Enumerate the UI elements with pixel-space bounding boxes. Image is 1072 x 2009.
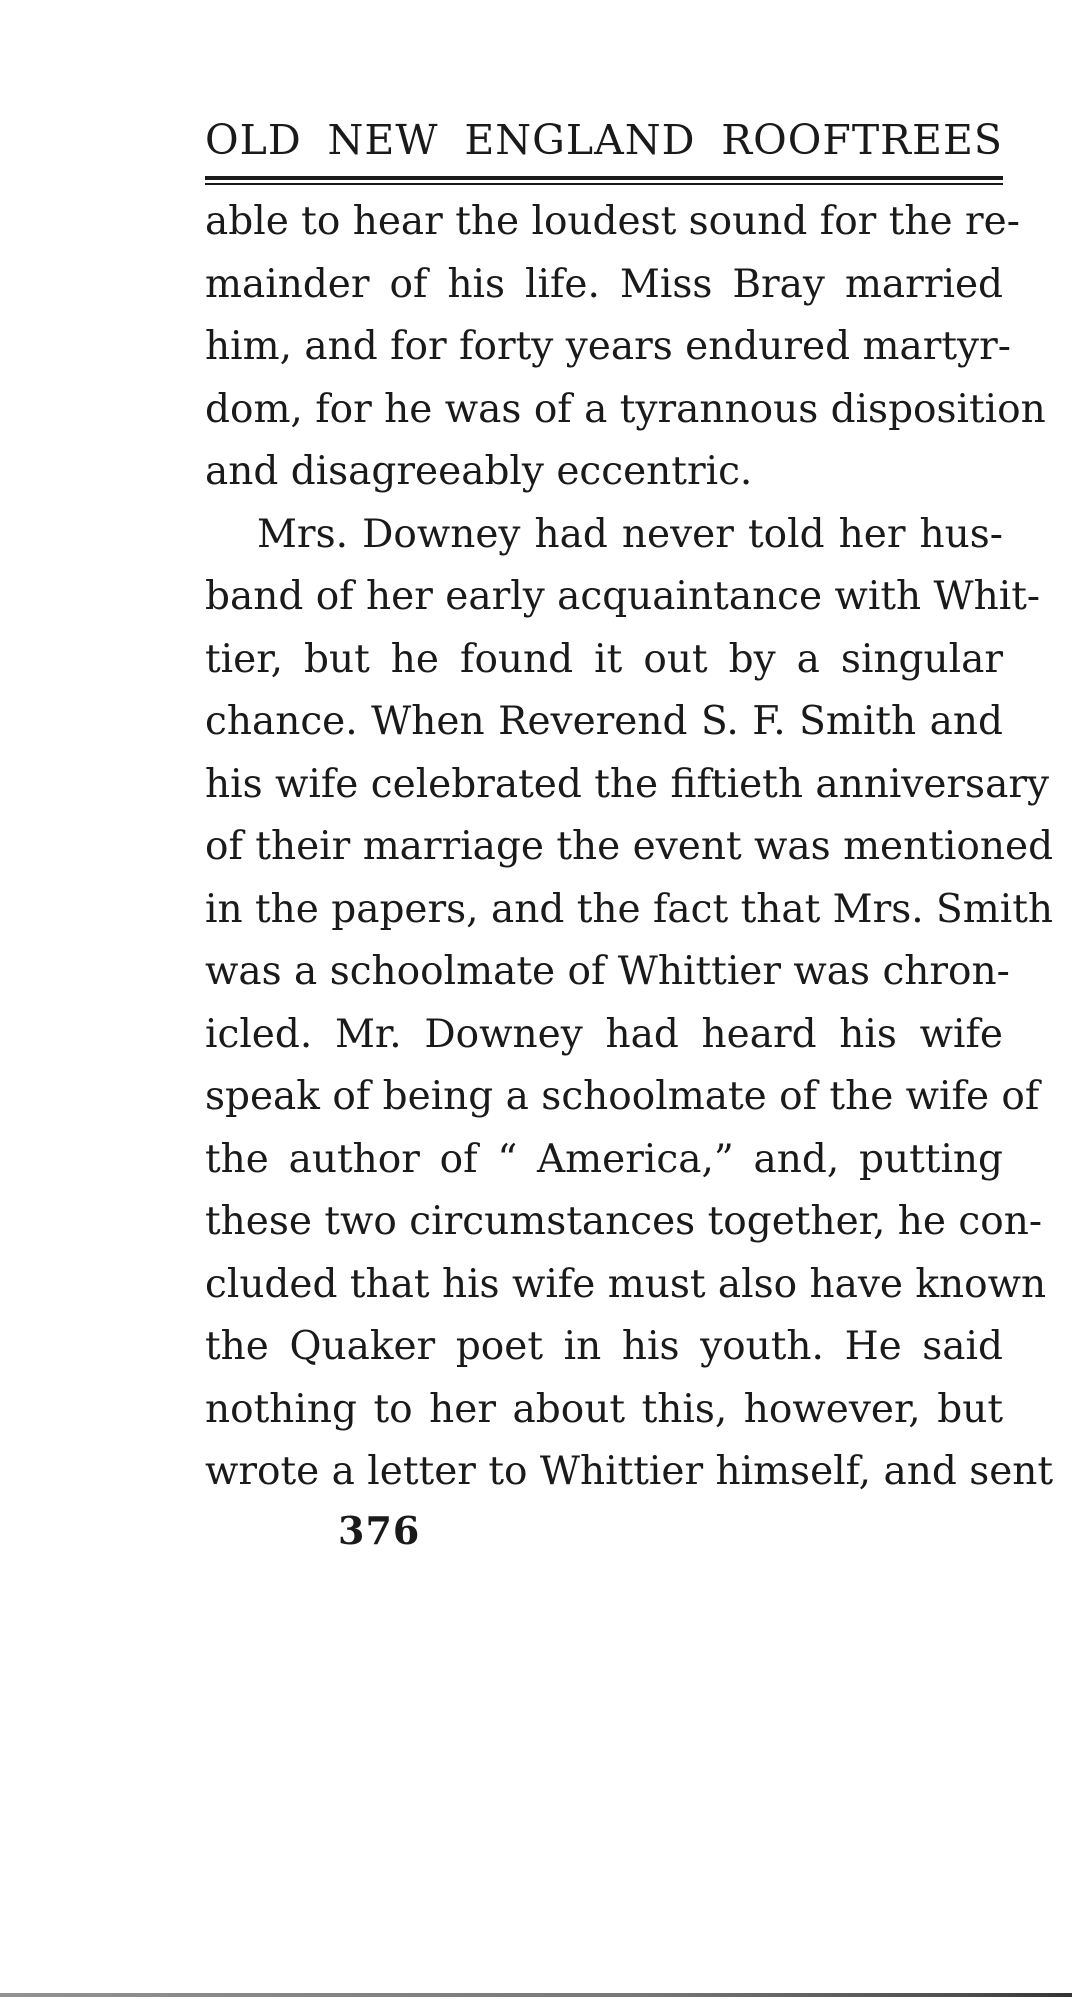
text-line: speak of being a schoolmate of the wife of xyxy=(205,1074,1040,1119)
text-line: him, and for forty years endured martyr- xyxy=(205,324,1011,369)
book-page xyxy=(205,110,1054,1556)
header-rule-thick xyxy=(205,176,1003,180)
text-line: able to hear the loudest sound for the re- xyxy=(205,199,1020,244)
text-line: chance. When Reverend S. F. Smith and xyxy=(205,699,1003,744)
text-line: icled. Mr. Downey had heard his wife xyxy=(205,1011,1003,1057)
text-line: wrote a letter to Whittier himself, and sent xyxy=(205,1449,1054,1494)
page-number: 376 xyxy=(338,1507,421,1553)
text-line: the Quaker poet in his youth. He said xyxy=(205,1324,1003,1369)
text-line: tier, but he found it out by a singular xyxy=(205,636,1003,682)
running-head: OLD NEW ENGLAND ROOFTREES xyxy=(205,116,1003,164)
text-line: and disagreeably eccentric. xyxy=(205,449,753,494)
text-line: band of her early acquaintance with Whit- xyxy=(205,574,1041,619)
text-line: his wife celebrated the fiftieth anniversary xyxy=(205,761,1050,807)
text-line: of their marriage the event was mentioned xyxy=(205,824,1054,869)
text-line: cluded that his wife must also have known xyxy=(205,1261,1047,1307)
text-line: dom, for he was of a tyrannous disposition xyxy=(205,386,1046,432)
text-line: the author of “ America,” and, putting xyxy=(205,1136,1003,1182)
text-line: mainder of his life. Miss Bray married xyxy=(205,261,1003,307)
paragraph-start-line: Mrs. Downey had never told her hus- xyxy=(257,511,1003,557)
text-line: in the papers, and the fact that Mrs. Smith xyxy=(205,886,1054,932)
text-line: these two circumstances together, he con- xyxy=(205,1199,1043,1244)
body-text xyxy=(205,191,1054,1504)
text-line: nothing to her about this, however, but xyxy=(205,1386,1003,1432)
header-rule-thin xyxy=(205,183,1003,185)
text-line: was a schoolmate of Whittier was chron- xyxy=(205,949,1010,994)
page-bottom-edge xyxy=(0,1993,1072,1997)
